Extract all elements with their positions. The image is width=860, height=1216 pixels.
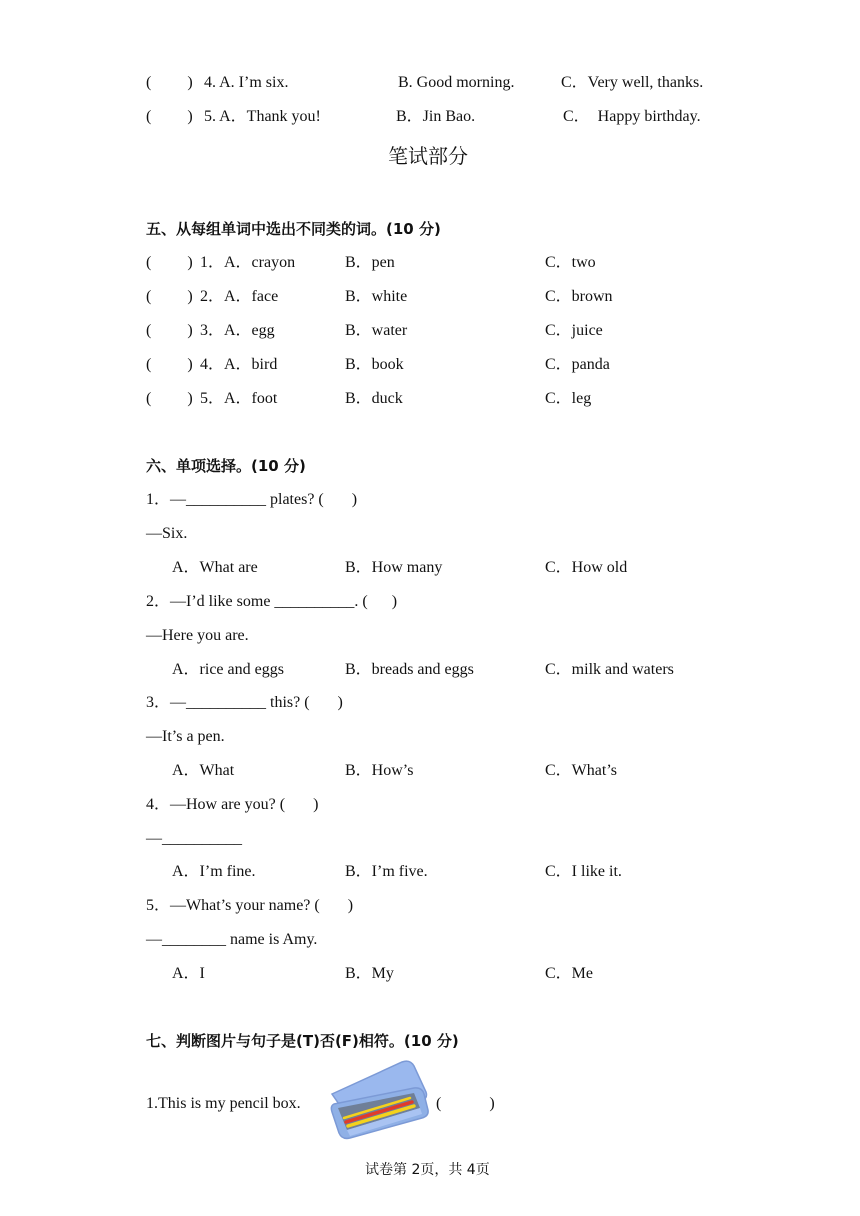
option-b: B．book <box>345 356 404 373</box>
question-reply: —Here you are. <box>146 627 249 644</box>
option-b: B．I’m five. <box>345 863 428 880</box>
question-reply: —__________ <box>146 830 242 847</box>
question-reply: —Six. <box>146 525 188 542</box>
option-a: A．What are <box>172 559 258 576</box>
section-7-heading: 七、判断图片与句子是(T)否(F)相符。(10 分) <box>146 1032 459 1050</box>
option-c: C．milk and waters <box>545 661 674 678</box>
question-stem: 2．—I’d like some __________. ( ) <box>146 593 398 610</box>
answer-bracket[interactable]: ( ) <box>436 1095 495 1112</box>
answer-bracket[interactable]: ( ) <box>146 108 193 125</box>
answer-bracket[interactable]: ( ) <box>146 390 193 407</box>
answer-bracket[interactable]: ( ) <box>146 288 193 305</box>
question-reply: —It’s a pen. <box>146 728 225 745</box>
answer-bracket[interactable]: ( ) <box>146 254 193 271</box>
option-c: C．I like it. <box>545 863 622 880</box>
option-b: B．My <box>345 965 394 982</box>
written-section-title: 笔试部分 <box>388 144 468 168</box>
option-a: 4．A．bird <box>200 356 278 373</box>
answer-bracket[interactable]: ( ) <box>146 356 193 373</box>
option-a: 2．A．face <box>200 288 279 305</box>
option-a: 1．A．crayon <box>200 254 296 271</box>
option-a: A．I <box>172 965 205 982</box>
option-c: C．leg <box>545 390 592 407</box>
question-reply: —________ name is Amy. <box>146 931 318 948</box>
answer-bracket[interactable]: ( ) <box>146 74 193 91</box>
section-6-heading: 六、单项选择。(10 分) <box>146 457 306 475</box>
option-c: C．How old <box>545 559 628 576</box>
option-a: 5．A．foot <box>200 390 278 407</box>
option-c: C．panda <box>545 356 610 373</box>
question-stem: 1．—__________ plates? ( ) <box>146 491 358 508</box>
option-a: 3．A．egg <box>200 322 275 339</box>
option-b: B．white <box>345 288 408 305</box>
option-a: A．rice and eggs <box>172 661 284 678</box>
option-c: C．Me <box>545 965 594 982</box>
option-b: B．How many <box>345 559 443 576</box>
question-stem: 3．—__________ this? ( ) <box>146 694 343 711</box>
option-b: B. Good morning. <box>398 74 515 91</box>
option-a: A．What <box>172 762 235 779</box>
option-c: C．juice <box>545 322 603 339</box>
option-b: B．How’s <box>345 762 414 779</box>
option-c: C．two <box>545 254 596 271</box>
option-c: C．brown <box>545 288 613 305</box>
option-b: B．breads and eggs <box>345 661 474 678</box>
item-sentence: 1.This is my pencil box. <box>146 1095 301 1112</box>
option-c: C．What’s <box>545 762 617 779</box>
question-stem: 4．—How are you? ( ) <box>146 796 319 813</box>
option-a: 5. A．Thank you! <box>204 108 321 125</box>
option-b: B．water <box>345 322 408 339</box>
option-a: 4. A. I’m six. <box>204 74 289 91</box>
answer-bracket[interactable]: ( ) <box>146 322 193 339</box>
section-5-heading: 五、从每组单词中选出不同类的词。(10 分) <box>146 220 441 238</box>
option-b: B．pen <box>345 254 395 271</box>
question-stem: 5．—What’s your name? ( ) <box>146 897 354 914</box>
option-b: B．Jin Bao. <box>396 108 476 125</box>
option-b: B．duck <box>345 390 403 407</box>
page-footer: 试卷第 2页，共 4页 <box>365 1162 490 1178</box>
option-c: C． Happy birthday. <box>563 108 701 125</box>
option-c: C．Very well, thanks. <box>561 74 704 91</box>
pencil-box-icon <box>322 1058 430 1142</box>
option-a: A．I’m fine. <box>172 863 256 880</box>
